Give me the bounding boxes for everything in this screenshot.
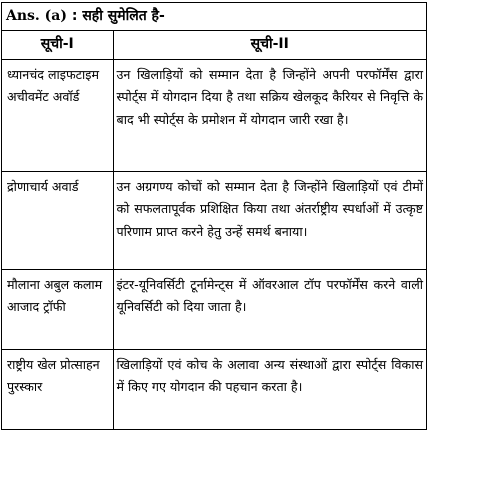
award-name: राष्ट्रीय खेल प्रोत्साहन पुरस्कार xyxy=(2,349,113,429)
table-row xyxy=(2,171,426,269)
answer-text: : सही सुमेलित है- xyxy=(67,8,165,24)
answer-prefix: Ans. (a) xyxy=(6,8,67,24)
award-description: उन अग्रगण्य कोचों को सम्मान देता है जिन्होंने खिलाड़ियों एवं टीमों को सफलतापूर्वक प्रशिक्षित किया तथा अंतर्राष्ट्रीय स्पर्धाओं में उत्कृष्ट परिणाम प्राप्त करने हेतु उन्हें समर्थ बनाया। xyxy=(113,171,426,269)
award-name: द्रोणाचार्य अवार्ड xyxy=(2,171,113,269)
award-name: मौलाना अबुल कलाम आजाद ट्रॉफी xyxy=(2,269,113,349)
table-header-row xyxy=(2,31,426,59)
answer-table-frame xyxy=(1,2,427,430)
column-header-list-2: सूची-II xyxy=(113,31,426,59)
table-row xyxy=(2,269,426,349)
column-header-list-1: सूची-I xyxy=(2,31,113,59)
award-description: खिलाड़ियों एवं कोच के अलावा अन्य संस्थाओं द्वारा स्पोर्ट्स विकास में किए गए योगदान की पहचान करता है। xyxy=(113,349,426,429)
answer-heading xyxy=(2,3,426,31)
match-table xyxy=(2,31,426,429)
award-description: उन खिलाड़ियों को सम्मान देता है जिन्होंने अपनी परफॉर्मेंस द्वारा स्पोर्ट्स में योगदान दिया है तथा सक्रिय खेलकूद कैरियर से निवृत्ति के बाद भी स्पोर्ट्स के प्रमोशन में योगदान जारी रखा है। xyxy=(113,59,426,171)
award-description: इंटर-यूनिवर्सिटी टूर्नामेन्ट्स में ऑवरआल टॉप परफॉर्मेंस करने वाली यूनिवर्सिटी को दिया जाता है। xyxy=(113,269,426,349)
award-name: ध्यानचंद लाइफटाइम अचीवमेंट अवॉर्ड xyxy=(2,59,113,171)
table-row xyxy=(2,59,426,171)
table-row xyxy=(2,349,426,429)
